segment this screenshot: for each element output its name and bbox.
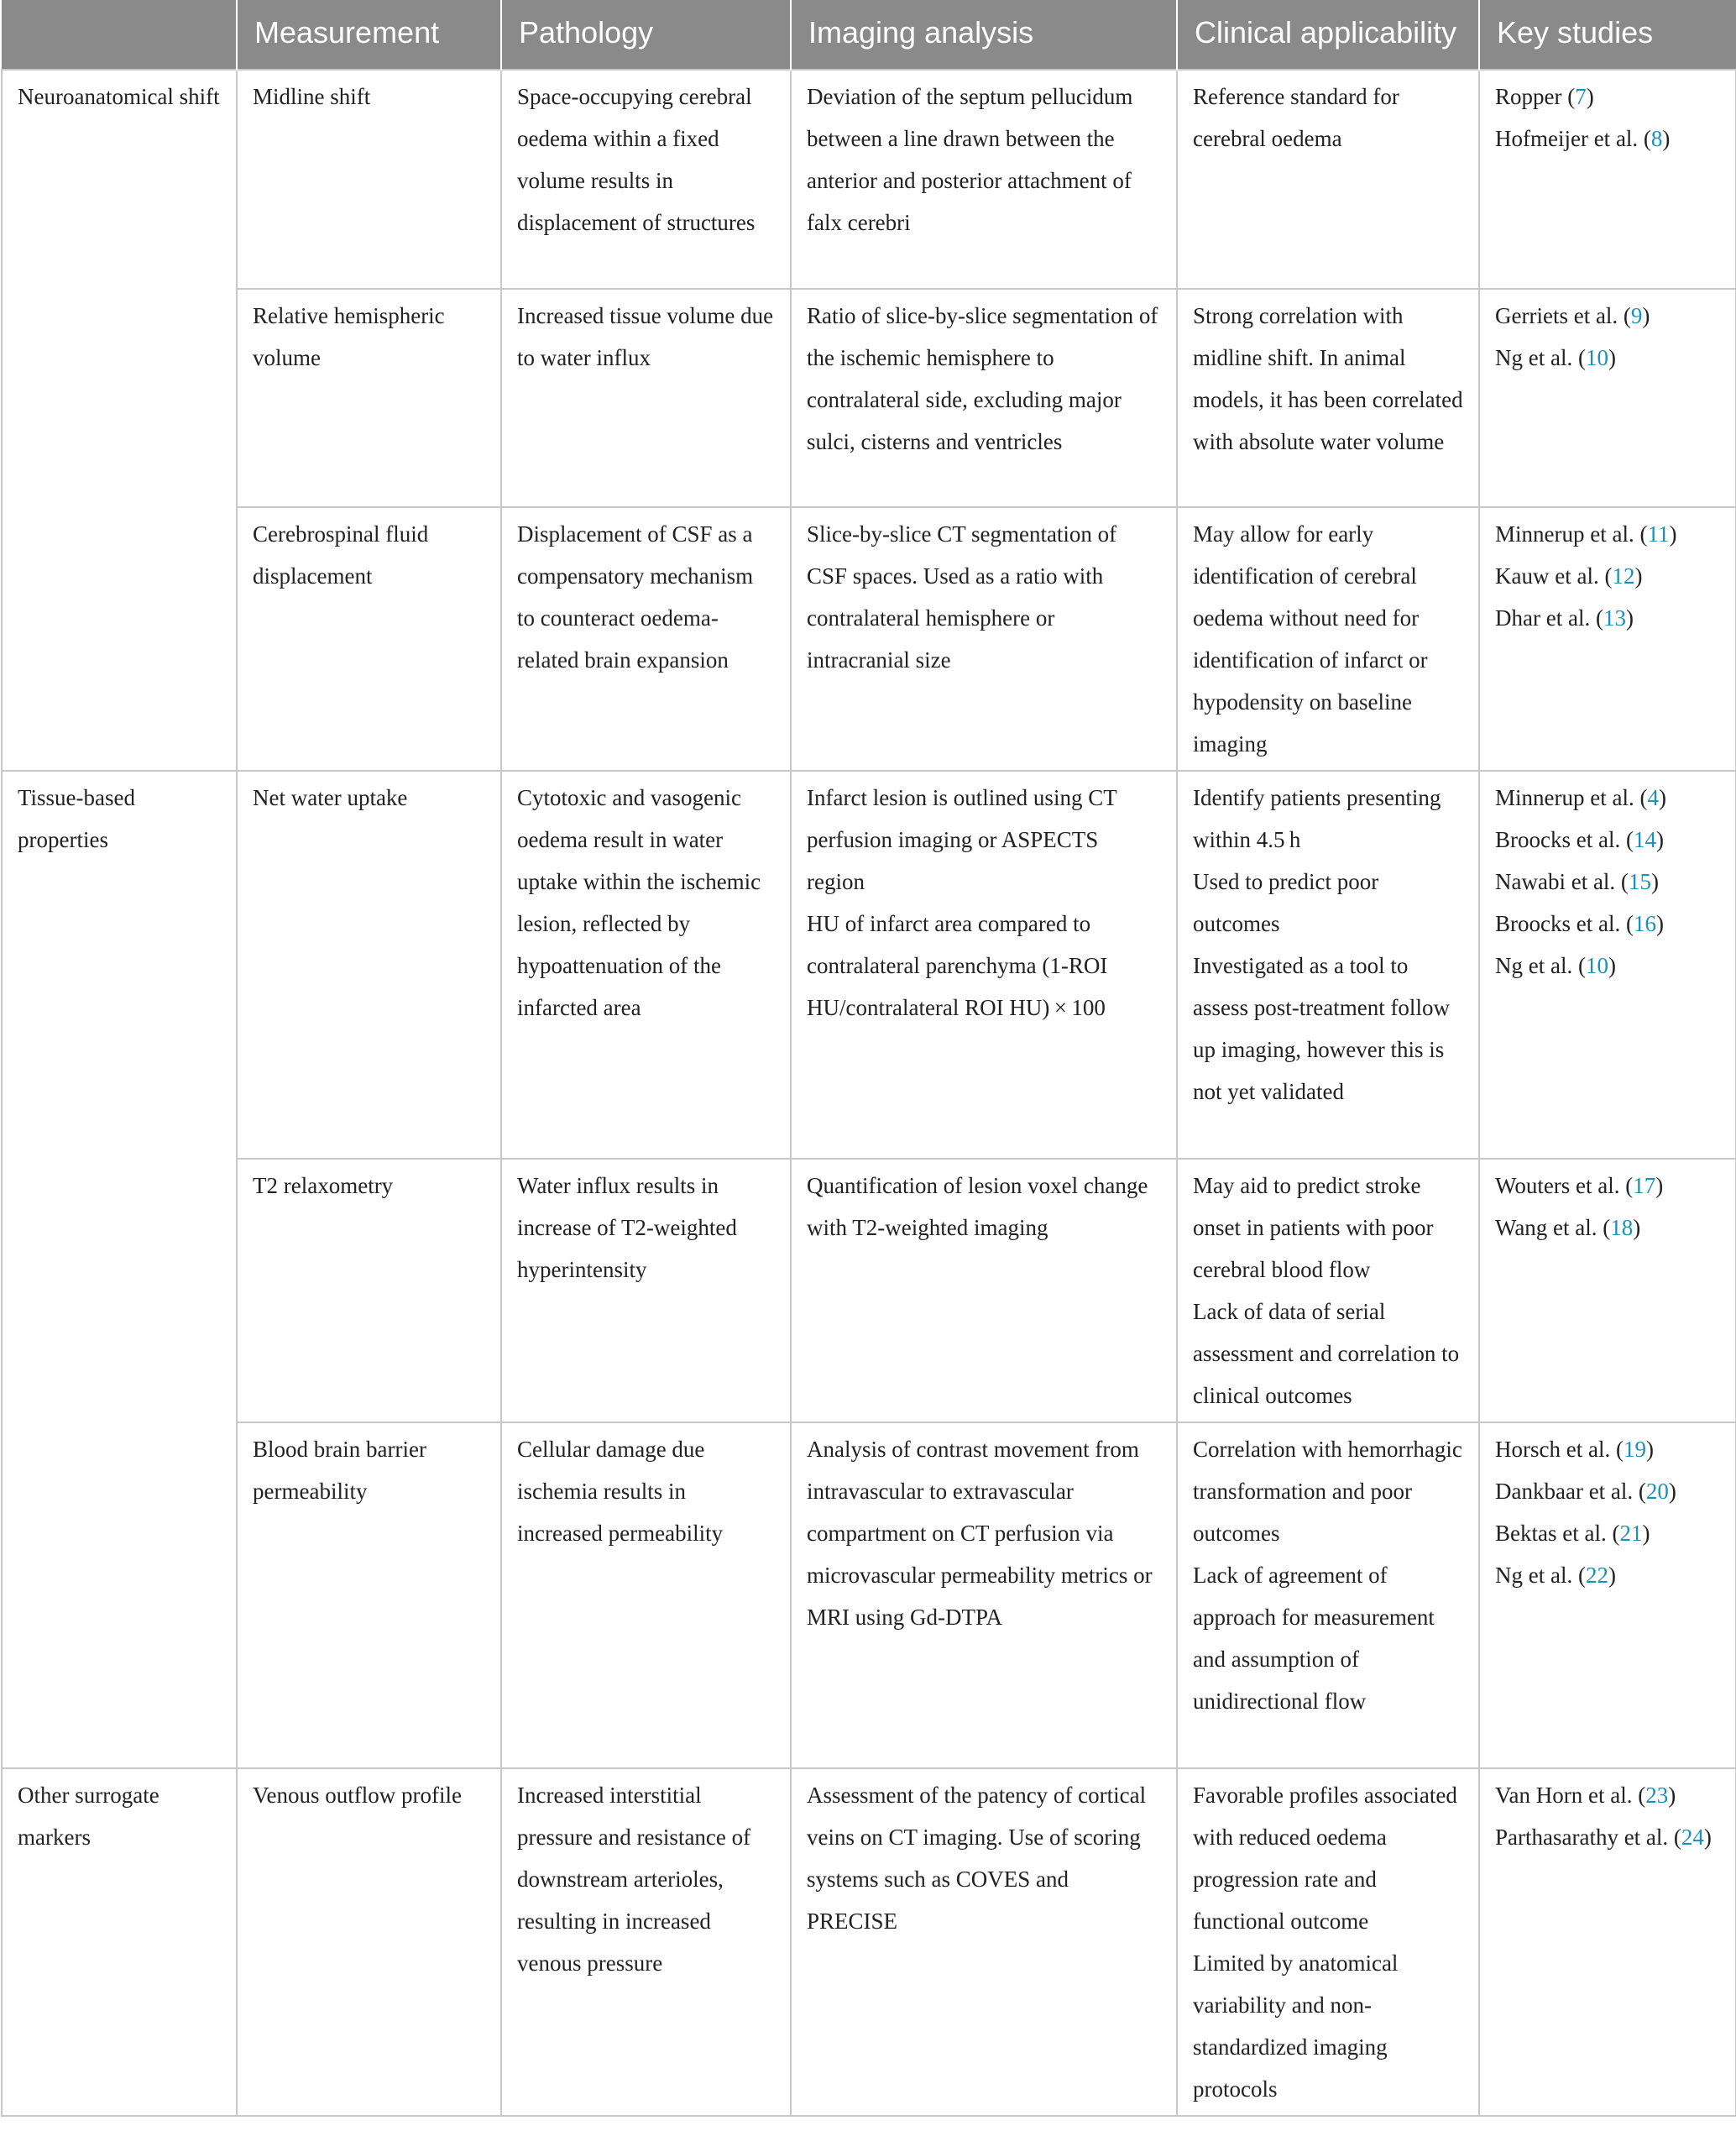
pathology-cell: Water influx results in increase of T2-weighted hyperintensity <box>501 1159 791 1422</box>
table-row <box>2 507 1736 771</box>
header-cell-clinical: Clinical applicability <box>1177 0 1479 70</box>
reference-link[interactable]: 16 <box>1633 911 1656 936</box>
closing-paren: ) <box>1645 1437 1654 1462</box>
reference-link[interactable]: 13 <box>1603 605 1626 631</box>
studies-cell <box>1479 771 1736 1159</box>
closing-paren: ) <box>1655 1173 1664 1198</box>
reference-link[interactable]: 12 <box>1612 563 1635 589</box>
study-author: Horsch et al. ( <box>1495 1437 1624 1462</box>
study-author: Broocks et al. ( <box>1495 911 1634 936</box>
reference-link[interactable]: 21 <box>1619 1521 1643 1546</box>
table-row <box>2 1422 1736 1768</box>
cell-paragraph: Limited by anatomical variability and non-standardized imaging protocols <box>1193 1950 1399 2102</box>
group-cell: Other surrogate markers <box>2 1768 237 2116</box>
pathology-cell: Space-occupying cerebral oedema within a fixed volume results in displacement of structures <box>501 70 791 289</box>
header-cell-pathology: Pathology <box>501 0 791 70</box>
study-citation <box>1495 861 1720 903</box>
reference-link[interactable]: 7 <box>1575 84 1587 109</box>
measurement-cell: Cerebrospinal fluid displacement <box>237 507 501 771</box>
measurement-cell: T2 relaxometry <box>237 1159 501 1422</box>
study-citation <box>1495 1428 1720 1470</box>
study-citation <box>1495 1512 1720 1554</box>
table-body <box>2 70 1736 2116</box>
cell-paragraph: Reference standard for cerebral oedema <box>1193 84 1399 151</box>
cell-paragraph: Investigated as a tool to assess post-treatment follow up imaging, however this is not yet validated <box>1193 953 1450 1104</box>
study-author: Kauw et al. ( <box>1495 563 1613 589</box>
study-citation <box>1495 597 1720 639</box>
reference-link[interactable]: 4 <box>1647 785 1659 810</box>
pathology-cell: Cellular damage due ischemia results in increased permeability <box>501 1422 791 1768</box>
clinical-cell <box>1177 771 1479 1159</box>
study-citation <box>1495 555 1720 597</box>
measurement-cell: Relative hemispheric volume <box>237 289 501 507</box>
study-citation <box>1495 1165 1720 1207</box>
cell-paragraph: Strong correlation with midline shift. In animal models, it has been correlated with absolute water volume <box>1193 303 1463 454</box>
study-author: Ropper ( <box>1495 84 1576 109</box>
group-cell: Neuroanatomical shift <box>2 70 237 771</box>
study-author: Dhar et al. ( <box>1495 605 1603 631</box>
closing-paren: ) <box>1608 1563 1616 1588</box>
studies-cell <box>1479 289 1736 507</box>
closing-paren: ) <box>1650 869 1659 894</box>
clinical-cell <box>1177 1159 1479 1422</box>
reference-link[interactable]: 15 <box>1628 869 1651 894</box>
cell-paragraph: May aid to predict stroke onset in patients with poor cerebral blood flow <box>1193 1173 1434 1282</box>
closing-paren: ) <box>1634 563 1643 589</box>
closing-paren: ) <box>1608 345 1616 370</box>
clinical-cell <box>1177 70 1479 289</box>
pathology-cell: Increased interstitial pressure and resistance of downstream arterioles, resulting in increased venous pressure <box>501 1768 791 2116</box>
study-author: Wouters et al. ( <box>1495 1173 1634 1198</box>
study-citation <box>1495 76 1720 118</box>
reference-link[interactable]: 11 <box>1647 521 1670 547</box>
cell-paragraph: Infarct lesion is outlined using CT perfusion imaging or ASPECTS region <box>807 785 1117 894</box>
imaging-cell: Assessment of the patency of cortical veins on CT imaging. Use of scoring systems such as COVES and PRECISE <box>791 1768 1177 2116</box>
closing-paren: ) <box>1586 84 1594 109</box>
reference-link[interactable]: 23 <box>1645 1783 1669 1808</box>
cell-paragraph: Identify patients presenting within 4.5 h <box>1193 785 1441 852</box>
clinical-cell <box>1177 289 1479 507</box>
closing-paren: ) <box>1662 126 1671 151</box>
reference-link[interactable]: 22 <box>1585 1563 1608 1588</box>
cell-paragraph: HU of infarct area compared to contralateral parenchyma (1-ROI HU/contralateral ROI HU) × 100 <box>807 911 1108 1020</box>
study-author: Gerriets et al. ( <box>1495 303 1631 328</box>
study-author: Wang et al. ( <box>1495 1215 1611 1240</box>
imaging-cell: Slice-by-slice CT segmentation of CSF spaces. Used as a ratio with contralateral hemisphere or intracranial size <box>791 507 1177 771</box>
clinical-cell <box>1177 1422 1479 1768</box>
study-author: Nawabi et al. ( <box>1495 869 1629 894</box>
imaging-cell: Deviation of the septum pellucidum between a line drawn between the anterior and posterior attachment of falx cerebri <box>791 70 1177 289</box>
study-citation <box>1495 819 1720 861</box>
measurement-cell: Blood brain barrier permeability <box>237 1422 501 1768</box>
group-cell: Tissue-based properties <box>2 771 237 1768</box>
reference-link[interactable]: 14 <box>1633 827 1656 852</box>
closing-paren: ) <box>1669 521 1677 547</box>
reference-link[interactable]: 10 <box>1585 345 1608 370</box>
study-citation <box>1495 337 1720 379</box>
closing-paren: ) <box>1642 1521 1650 1546</box>
cell-paragraph: Used to predict poor outcomes <box>1193 869 1379 936</box>
studies-cell <box>1479 1768 1736 2116</box>
study-citation <box>1495 1470 1720 1512</box>
reference-link[interactable]: 24 <box>1681 1825 1704 1850</box>
header-cell-group <box>2 0 237 70</box>
study-author: Minnerup et al. ( <box>1495 785 1648 810</box>
study-citation <box>1495 118 1720 160</box>
study-author: Bektas et al. ( <box>1495 1521 1620 1546</box>
pathology-cell: Increased tissue volume due to water influx <box>501 289 791 507</box>
table-row <box>2 1768 1736 2116</box>
closing-paren: ) <box>1668 1783 1676 1808</box>
study-author: Van Horn et al. ( <box>1495 1783 1646 1808</box>
study-author: Minnerup et al. ( <box>1495 521 1648 547</box>
closing-paren: ) <box>1642 303 1650 328</box>
study-citation <box>1495 903 1720 945</box>
header-cell-imaging: Imaging analysis <box>791 0 1177 70</box>
study-author: Parthasarathy et al. ( <box>1495 1825 1681 1850</box>
closing-paren: ) <box>1655 911 1664 936</box>
study-citation <box>1495 1816 1720 1858</box>
study-author: Broocks et al. ( <box>1495 827 1634 852</box>
study-author: Dankbaar et al. ( <box>1495 1479 1646 1504</box>
measurement-cell: Venous outflow profile <box>237 1768 501 2116</box>
study-citation <box>1495 513 1720 555</box>
studies-cell <box>1479 1159 1736 1422</box>
header-cell-measurement: Measurement <box>237 0 501 70</box>
header-cell-studies: Key studies <box>1479 0 1736 70</box>
study-citation <box>1495 1774 1720 1816</box>
study-citation <box>1495 945 1720 987</box>
pathology-cell: Cytotoxic and vasogenic oedema result in water uptake within the ischemic lesion, reflected by hypoattenuation of the infarcted area <box>501 771 791 1159</box>
study-citation <box>1495 295 1720 337</box>
cell-paragraph: Correlation with hemorrhagic transformation and poor outcomes <box>1193 1437 1462 1546</box>
oedema-measurement-table <box>1 0 1736 2117</box>
cell-paragraph: Lack of data of serial assessment and correlation to clinical outcomes <box>1193 1299 1460 1408</box>
closing-paren: ) <box>1668 1479 1676 1504</box>
reference-link[interactable]: 8 <box>1650 126 1663 151</box>
reference-link[interactable]: 10 <box>1585 953 1608 978</box>
study-citation <box>1495 1207 1720 1249</box>
table-row <box>2 1159 1736 1422</box>
closing-paren: ) <box>1658 785 1666 810</box>
studies-cell <box>1479 70 1736 289</box>
study-citation <box>1495 777 1720 819</box>
closing-paren: ) <box>1608 953 1616 978</box>
cell-paragraph: Lack of agreement of approach for measurement and assumption of unidirectional flow <box>1193 1563 1435 1714</box>
closing-paren: ) <box>1625 605 1634 631</box>
measurement-cell: Midline shift <box>237 70 501 289</box>
closing-paren: ) <box>1703 1825 1712 1850</box>
closing-paren: ) <box>1655 827 1664 852</box>
measurement-cell: Net water uptake <box>237 771 501 1159</box>
table-row <box>2 771 1736 1159</box>
study-author: Ng et al. ( <box>1495 953 1586 978</box>
cell-paragraph: May allow for early identification of cerebral oedema without need for identification of infarct or hypodensity on baseline imaging <box>1193 521 1428 757</box>
header-row <box>2 0 1736 70</box>
study-author: Ng et al. ( <box>1495 345 1586 370</box>
reference-link[interactable]: 17 <box>1633 1173 1656 1198</box>
reference-link[interactable]: 9 <box>1630 303 1643 328</box>
study-author: Ng et al. ( <box>1495 1563 1586 1588</box>
pathology-cell: Displacement of CSF as a compensatory mechanism to counteract oedema-related brain expansion <box>501 507 791 771</box>
imaging-cell: Analysis of contrast movement from intravascular to extravascular compartment on CT perfusion via microvascular permeability metrics or MRI using Gd-DTPA <box>791 1422 1177 1768</box>
cell-paragraph: Favorable profiles associated with reduced oedema progression rate and functional outcome <box>1193 1783 1457 1934</box>
reference-link[interactable]: 19 <box>1623 1437 1646 1462</box>
clinical-cell <box>1177 507 1479 771</box>
reference-link[interactable]: 18 <box>1610 1215 1634 1240</box>
imaging-cell <box>791 771 1177 1159</box>
closing-paren: ) <box>1633 1215 1641 1240</box>
studies-cell <box>1479 507 1736 771</box>
reference-link[interactable]: 20 <box>1645 1479 1669 1504</box>
imaging-cell: Ratio of slice-by-slice segmentation of the ischemic hemisphere to contralateral side, excluding major sulci, cisterns and ventricles <box>791 289 1177 507</box>
table-row <box>2 70 1736 289</box>
table-row <box>2 289 1736 507</box>
studies-cell <box>1479 1422 1736 1768</box>
imaging-cell: Quantification of lesion voxel change with T2-weighted imaging <box>791 1159 1177 1422</box>
table-header <box>2 0 1736 70</box>
study-citation <box>1495 1554 1720 1596</box>
study-author: Hofmeijer et al. ( <box>1495 126 1651 151</box>
clinical-cell <box>1177 1768 1479 2116</box>
